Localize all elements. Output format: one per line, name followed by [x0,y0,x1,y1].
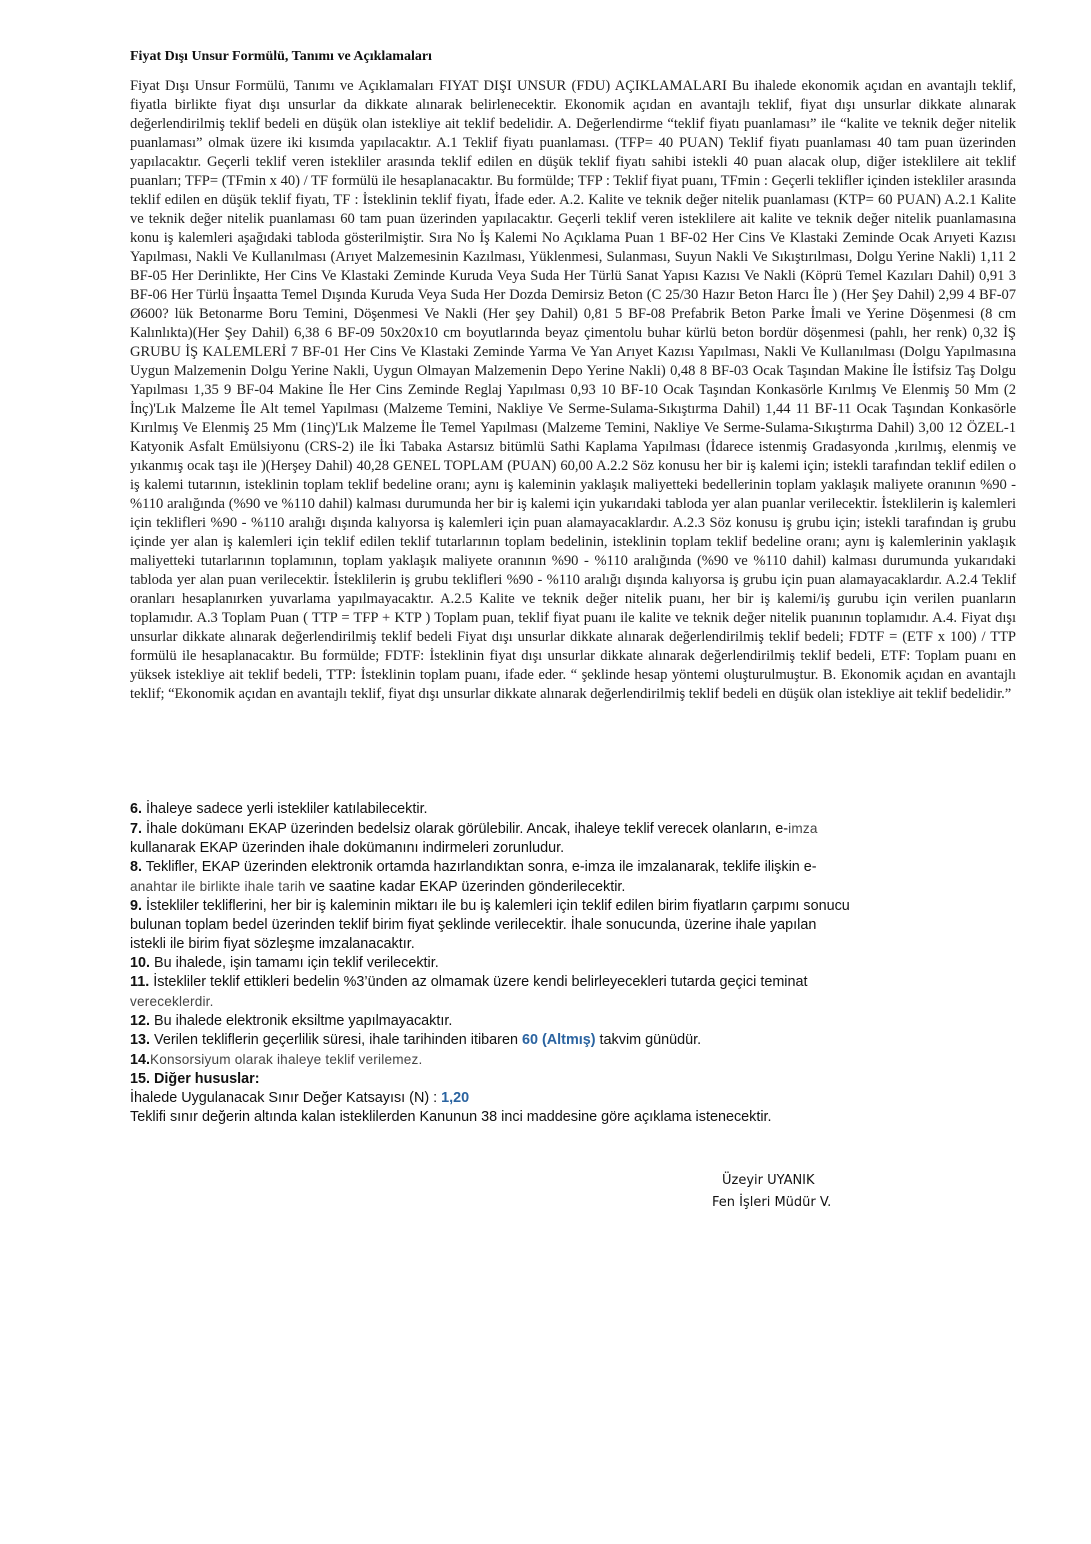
limit-value: 1,20 [441,1090,470,1106]
section-title: Fiyat Dışı Unsur Formülü, Tanımı ve Açıklamaları [130,49,432,64]
item-text: takvim günüdür. [599,1032,702,1048]
item-text: anahtar ile birlikte ihale tarih [130,879,306,894]
item-text: istekli ile birim fiyat sözleşme imzalanacaktır. [130,936,415,952]
item-number: 7. [130,821,143,837]
list-item [130,1070,1016,1089]
item-text: İstekliler tekliflerini, her bir iş kaleminin miktarı ile bu iş kalemleri için teklif edilen birim fiyatların çarpımı sonucu [146,898,850,914]
item-text: İstekliler teklif ettikleri bedelin %3’ünden az olmamak üzere kendi belirleyecekleri tutarda geçici teminat [153,974,808,990]
list-item [130,954,1016,973]
list-item [130,973,1016,1012]
item-number: 14. [130,1052,151,1068]
item-text: Konsorsiyum olarak ihaleye teklif verilemez. [150,1052,423,1067]
item-text: İhaleye sadece yerli istekliler katılabilecektir. [146,801,428,817]
item-text: bulunan toplam bedel üzerinden teklif birim fiyat şeklinde verilecektir. İhale sonucunda, üzerine ihale yapılan [130,917,817,933]
item-text: Bu ihalede elektronik eksiltme yapılmayacaktır. [154,1013,453,1029]
signatory-name: Üzeyir UYANIK [722,1173,815,1188]
item-number: 13. [130,1032,151,1048]
list-item [130,819,1016,858]
item-number: 6. [130,801,143,817]
list-item [130,1050,1016,1070]
item-number: 8. [130,859,143,875]
tender-items-list [130,800,1016,1127]
list-item [130,897,1016,954]
item-text: Bu ihalede, işin tamamı için teklif verilecektir. [154,955,439,971]
list-item [130,1031,1016,1050]
item-text: kullanarak EKAP üzerinden ihale dokümanını indirmeleri zorunludur. [130,840,565,856]
list-item [130,858,1016,897]
signatory-role: Fen İşleri Müdür V. [712,1195,832,1210]
item-label: Diğer hususlar: [154,1071,260,1087]
item-number: 9. [130,898,143,914]
list-item [130,1012,1016,1031]
item-number: 12. [130,1013,151,1029]
item-text: İhale dokümanı EKAP üzerinden bedelsiz olarak görülebilir. Ancak, ihaleye teklif verecek olanların, e- [146,821,789,837]
validity-period-value: 60 (Altmış) [521,1032,596,1048]
item-text: vereceklerdir. [130,994,214,1009]
signature-block [700,1170,870,1214]
item-number: 10. [130,955,151,971]
item-text: ve saatine kadar EKAP üzerinden gönderilecektir. [305,879,626,895]
fdu-explanation-paragraph: Fiyat Dışı Unsur Formülü, Tanımı ve Açıklamaları FIYAT DIŞI UNSUR (FDU) AÇIKLAMALARI Bu ihalede ekonomik açıdan en avantajlı teklif, fiyatla birlikte fiyat dışı unsurlar da dikkate alınarak belirlenecektir. Ekonomik açıdan en avantajlı teklif, fiyat dışı unsurlar dikkate alınarak değerlendirilmiş teklif bedeli en düşük olan istekliye ait teklif bedelidir. A. Değerlendirme “teklif fiyatı puanlaması” ile “kalite ve teknik değer nitelik puanlaması” olmak üzere iki kısımda yapılacaktır. A.1 Teklif fiyatı puanlaması. (TFP= 40 PUAN) Teklif fiyatı puanlaması 40 tam puan üzerinden yapılacaktır. Geçerli teklif veren istekliler arasında teklif edilen en düşük teklif fiyatı sahibi istekli 40 puan alacak olup, diğer isteklilere ait teklif puanları; TFP= (TFmin x 40) / TF formülü ile hesaplanacaktır. Bu formülde; TFP : Teklif fiyat puanı, TFmin : Geçerli teklifler içinden istekliler arasında teklif edilen en düşük teklif fiyatı, TF : İsteklinin teklif fiyatı, İfade eder. A.2. Kalite ve teknik değer nitelik puanlaması (KTP= 60 PUAN) A.2.1 Kalite ve teknik değer nitelik puanlaması 60 tam puan üzerinden yapılacaktır. Geçerli teklif veren isteklilere ait kalite ve teknik değer nitelik puanlamasına konu iş kalemleri aşağıdaki tabloda gösterilmiştir. Sıra No İş Kalemi No Açıklama Puan 1 BF-02 Her Cins Ve Klastaki Zeminde Ocak Arıyeti Kazısı Yapılması, Nakli Ve Kullanılması (Arıyet Malzemesinin Kazılması, Yüklenmesi, Sulanması, Suyun Nakli Ve Sıkıştırılması, Dolgu Yerine Nakli) 1,11 2 BF-05 Her Derinlikte, Her Cins Ve Klastaki Zeminde Kuruda Veya Suda Her Türlü Sanat Yapısı Kazısı Ve Nakli (Köprü Temel Kazıları Dahil) 0,91 3 BF-06 Her Türlü İnşaatta Temel Dışında Kuruda Veya Suda Her Dozda Demirsiz Beton (C 25/30 Hazır Beton Harcı İle ) (Her Şey Dahil) 2,99 4 BF-07 Ø600? lük Betonarme Boru Temini, Döşenmesi Ve Nakli (Her şey Dahil) 0,81 5 BF-08 Prefabrik Beton Parke İmali ve Yerine Döşenmesi (8 cm Kalınlıkta)(Her Şey Dahil) 6,38 6 BF-09 50x20x10 cm boyutlarında beyaz çimentolu buhar kürlü beton bordür döşenmesi (pahlı, her renk) 0,32 İŞ GRUBU İŞ KALEMLERİ 7 BF-01 Her Cins Ve Klastaki Zeminde Yarma Ve Yan Arıyet Kazısı Yapılması, Nakli Ve Kullanılması (Dolgu Yapılmasına Uygun Malzemenin Dolgu Yerine Nakli, Uygun Olmayan Malzemenin Depo Yerine Nakli) 0,48 8 BF-03 Ocak Taşından Makine İle İstifsiz Taş Dolgu Yapılması 1,35 9 BF-04 Makine İle Her Cins Zeminde Reglaj Yapılması 0,93 10 BF-10 Ocak Taşından Konkasörle Kırılmış Ve Elenmiş 50 Mm (2 İnç)'Lık Malzeme İle Alt temel Yapılması (Malzeme Temini, Nakliye Ve Serme-Sulama-Sıkıştırma Dahil) 1,44 11 BF-11 Ocak Taşından Konkasörle Kırılmış Ve Elenmiş 25 Mm (1inç)'Lık Malzeme İle Temel Yapılması (Malzeme Temini, Nakliye Ve Serme-Sulama-Sıkıştırma Dahil) 3,00 12 ÖZEL-1 Katyonik Asfalt Emülsiyonu (CRS-2) ile İki Tabaka Astarsız bitümlü Sathi Kaplama Yapılması (İdarece istenmiş Gradasyonda ,kırılmış, elenmiş ve yıkanmış ocak taşı ile )(Herşey Dahil) 40,28 GENEL TOPLAM (PUAN) 60,00 A.2.2 Söz konusu her bir iş kalemi için; istekli tarafından teklif edilen o iş kalemi tutarının, isteklinin toplam teklif bedeline oranı; aynı iş kaleminin yaklaşık maliyetteki bedellerinin toplam yaklaşık maliyete oranının %90 - %110 aralığında (%90 ve %110 dahil) kalması durumunda her bir iş kalemi için yukarıdaki tabloda yer alan puanlar verilecektir. İsteklilerin iş kalemleri için teklifleri %90 - %110 aralığı dışında kalıyorsa iş kalemleri için puan alamayacaklardır. A.2.3 Söz konusu iş grubu için; istekli tarafından iş grubu içinde yer alan iş kalemleri için teklif edilen teklif tutarlarının toplam bedelinin, isteklinin toplam teklif bedeline oranı; aynı iş kalemlerinin yaklaşık maliyetteki tutarlarının toplamının, toplam yaklaşık maliyete oranının %90 - %110 aralığında (%90 ve %110 dahil) kalması durumunda yukarıdaki tabloda yer alan puan verilecektir. İsteklilerin iş grubu teklifleri %90 - %110 aralığı dışında kalıyorsa iş grubu için puan alamayacaklardır. A.2.4 Teklif oranları hesaplanırken yuvarlama yapılmayacaktır. A.2.5 Kalite ve teknik değer nitelik puanı, her bir iş kalemi/iş gurubu için verilen puanların toplamıdır. A.3 Toplam Puan ( TTP = TFP + KTP ) Toplam puan, teklif fiyat puanı ile kalite ve teknik değer nitelik puanının toplamıdır. A.4. Fiyat dışı unsurlar dikkate alınarak değerlendirilmiş teklif bedeli Fiyat dışı unsurlar dikkate alınarak değerlendirilmiş teklif bedeli; FDTF = (ETF x 100) / TTP formülü ile hesaplanacaktır. Bu formülde; FDTF: İsteklinin fiyat dışı unsurlar dikkate alınarak değerlendirilmiş teklif bedeli, ETF: Toplam puanı en yüksek istekliye ait teklif bedeli, TTP: İsteklinin toplam puanı, ifade eder. “ şeklinde hesap yöntemi oluşturulmuştur. B. Ekonomik açıdan en avantajlı teklif; “Ekonomik açıdan en avantajlı teklif, fiyat dışı unsurlar dikkate alınarak değerlendirilmiş teklif bedeli en düşük olan istekliye ait teklif bedelidir.” [130,78,1016,702]
item-text: Verilen tekliflerin geçerlilik süresi, ihale tarihinden itibaren [154,1032,518,1048]
item-number: 11. [130,974,150,990]
limit-explanation-line: Teklifi sınır değerin altında kalan isteklilerden Kanunun 38 inci maddesine göre açıklama istenecektir. [130,1109,772,1125]
item-text: imza [788,821,818,836]
item-text: Teklifler, EKAP üzerinden elektronik ortamda hazırlandıktan sonra, e-imza ile imzalanarak, teklife ilişkin e- [145,859,817,875]
limit-value-line [130,1089,1016,1108]
limit-label: İhalede Uygulanacak Sınır Değer Katsayısı (N) : [130,1090,438,1106]
list-item [130,800,1016,819]
item-number: 15. [130,1071,151,1087]
